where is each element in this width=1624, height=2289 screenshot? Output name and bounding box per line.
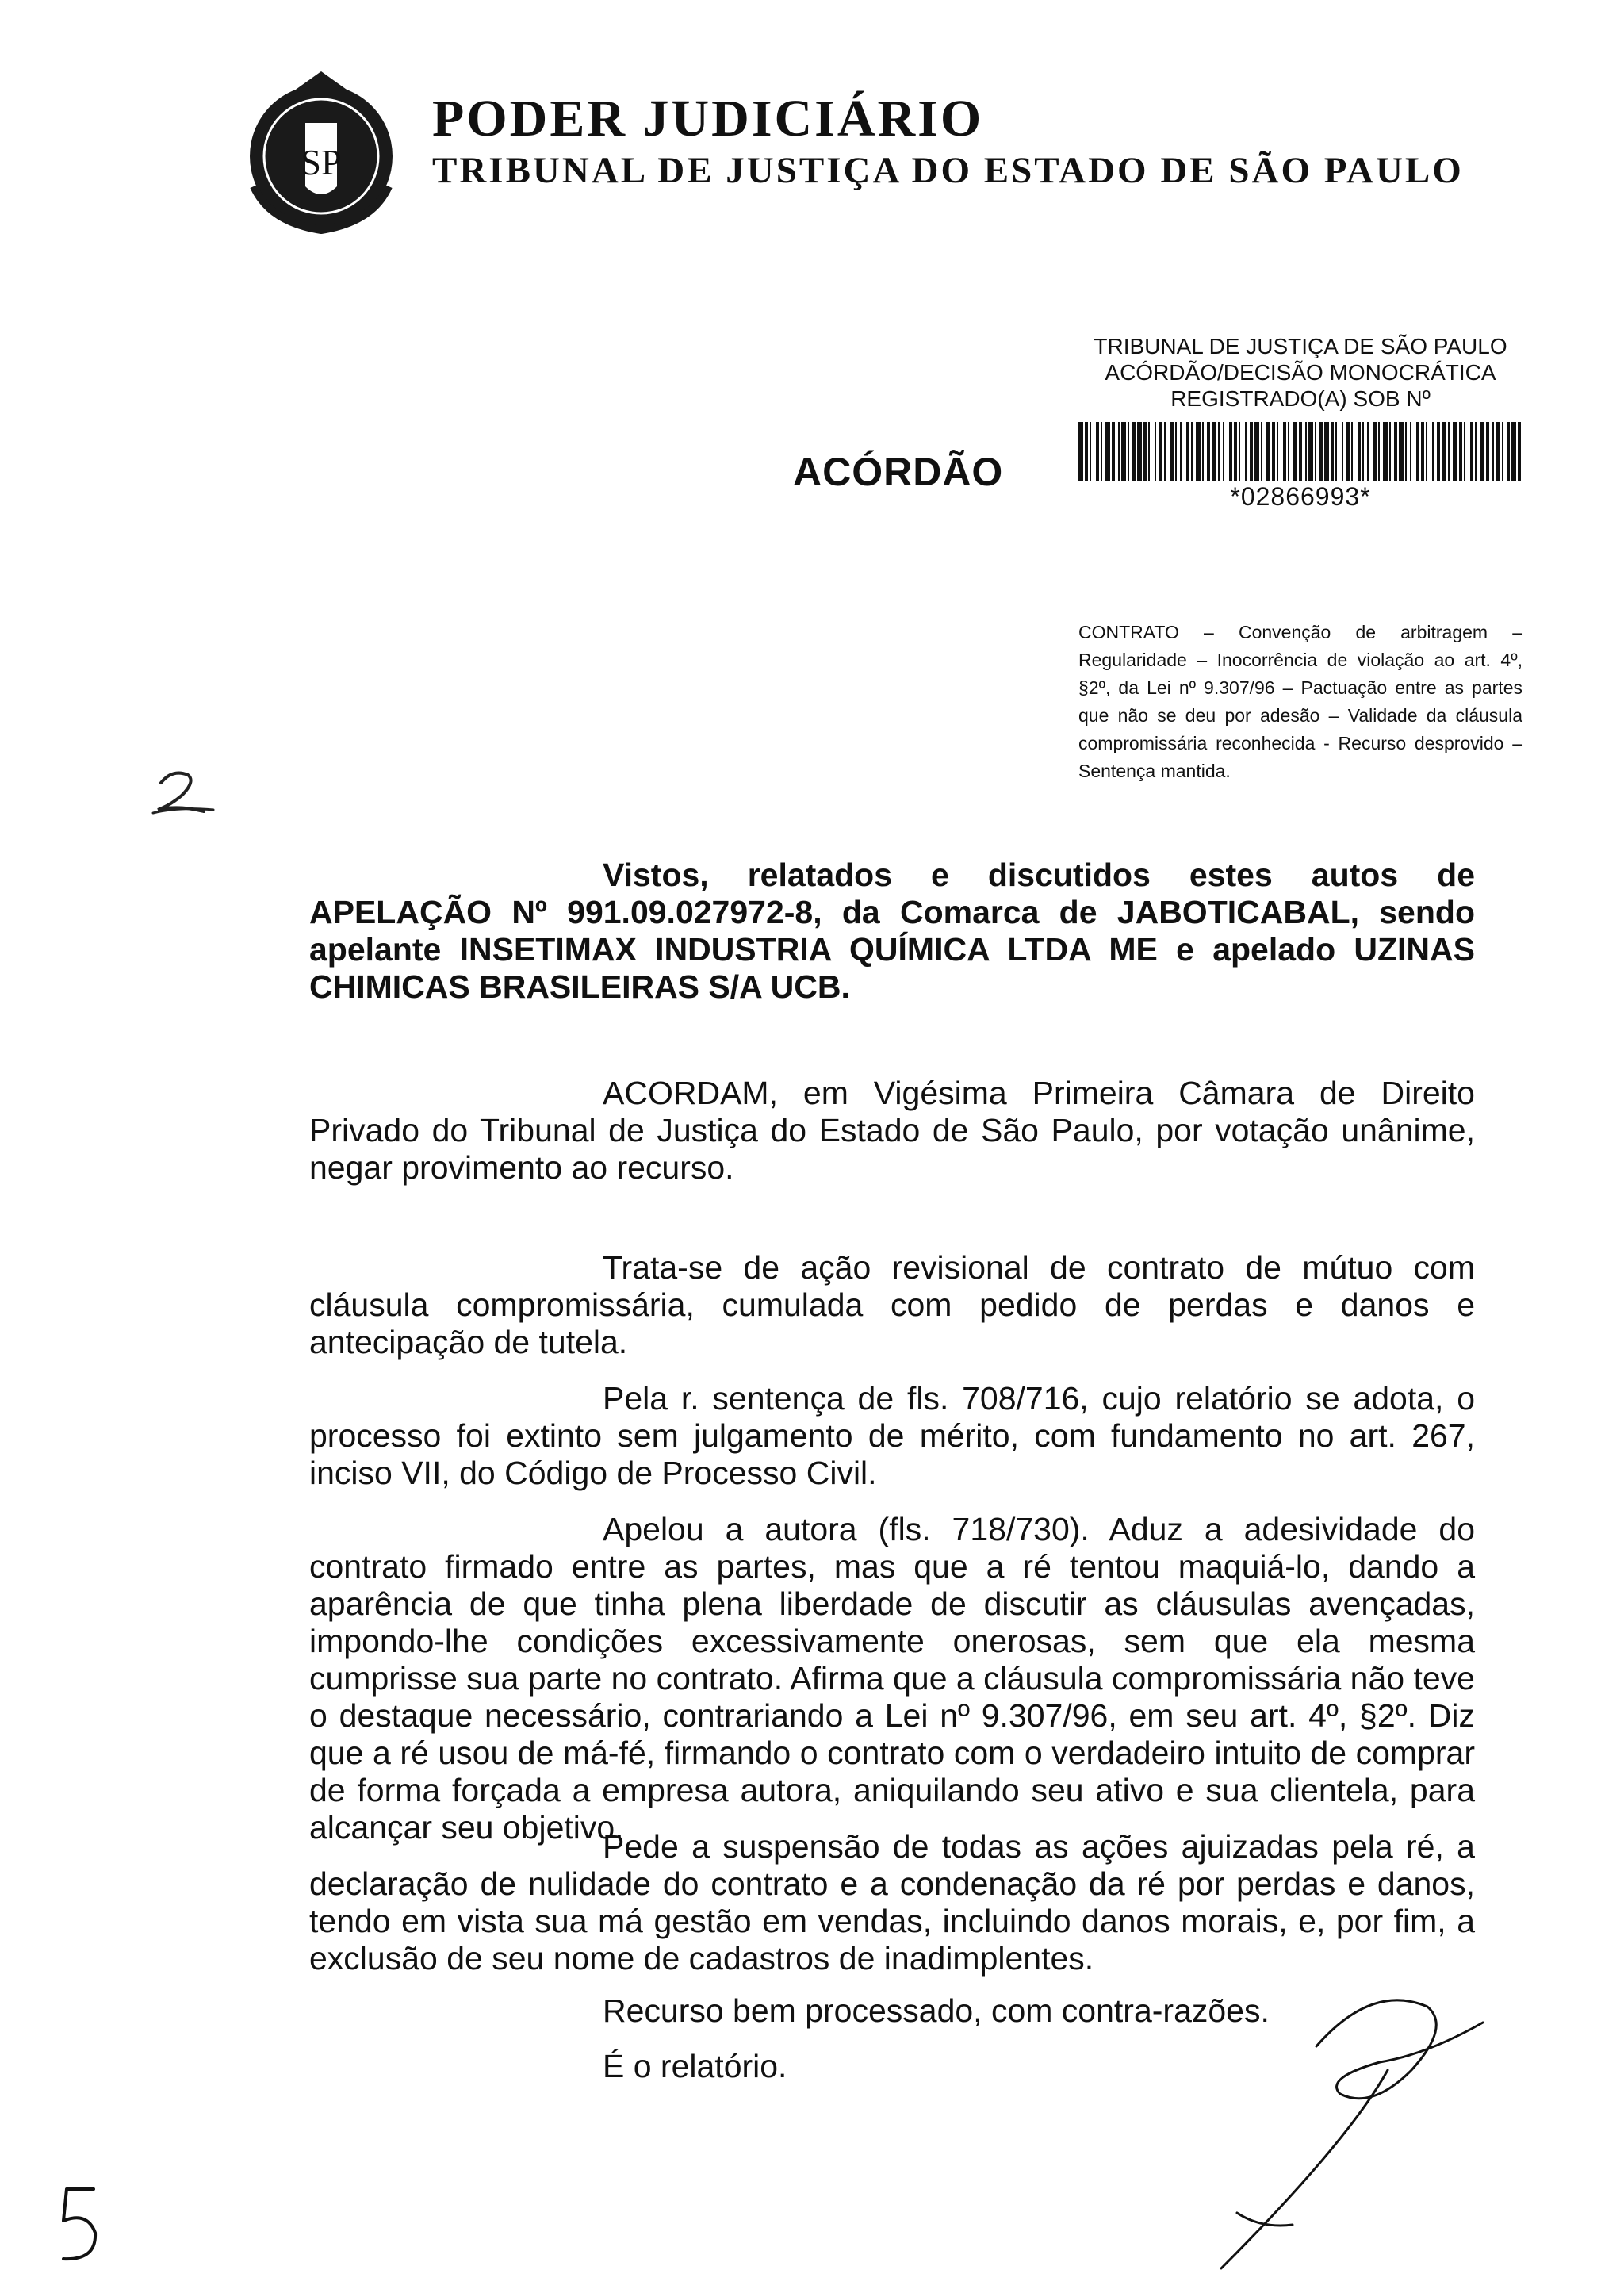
barcode-bar [1511,422,1516,481]
barcode-bar [1143,422,1147,481]
barcode-bar [1164,422,1166,481]
barcode-bar [1299,422,1302,481]
barcode-bar [1101,422,1102,481]
barcode-bar [1459,422,1462,481]
header-title: PODER JUDICIÁRIO [432,90,984,148]
barcode-bar [1159,422,1162,481]
barcode-bar [1105,422,1110,481]
barcode-bar [1148,422,1150,481]
barcode-bar [1432,422,1434,481]
registration-line-1: TRIBUNAL DE JUSTIÇA DE SÃO PAULO [1094,334,1507,358]
barcode-bar [1335,422,1337,481]
handwritten-mark [147,765,218,821]
barcode-bar [1288,422,1289,481]
barcode-bar [1405,422,1407,481]
barcode-bar [1351,422,1353,481]
acordam-text: ACORDAM, em Vigésima Primeira Câmara de Direito Privado do Tribunal de Justiça do Estado de São Paulo, por votação unânime, negar provimento ao recurso. [309,1075,1475,1186]
barcode-bar [1426,422,1427,481]
barcode-bar [1085,422,1088,481]
recurso-line: Recurso bem processado, com contra-razões. [603,1992,1270,2029]
barcode-bar [1283,422,1286,481]
barcode-bar [1121,422,1126,481]
barcode-bar [1254,422,1259,481]
pela-text: Pela r. sentença de fls. 708/716, cujo relatório se adota, o processo foi extinto sem julgamento de mérito, com fundamento no art. 267, inciso VII, do Código de Processo Civil. [309,1380,1475,1491]
barcode-bar [1272,422,1275,481]
barcode-bar [1383,422,1388,481]
paragraph-vistos [309,857,1475,1006]
barcode-bar [1180,422,1182,481]
vistos-text: Vistos, relatados e discutidos estes autos de APELAÇÃO Nº 991.09.027972-8, da Comarca de JABOTICABAL, sendo apelante INSETIMAX INDUSTRIA QUÍMICA LTDA ME e apelado UZINAS CHIMICAS BRASILEIRAS S/A UCB. [309,857,1475,1005]
barcode-bar [1132,422,1136,481]
barcode-bar [1421,422,1424,481]
barcode-bar [1362,422,1364,481]
barcode-bar [1437,422,1440,481]
barcode-bar [1475,422,1477,481]
coat-of-arms-seal [238,67,404,234]
barcode-bar [1293,422,1297,481]
barcode-bar [1207,422,1210,481]
barcode-bar [1261,422,1262,481]
barcode-bar [1399,422,1404,481]
registration-line-3: REGISTRADO(A) SOB Nº [1170,386,1431,411]
barcode-bar [1118,422,1120,481]
barcode-bar [1315,422,1316,481]
barcode-bar [1367,422,1369,481]
barcode-bar [1331,422,1334,481]
barcode-bar [1090,422,1091,481]
barcode-bar [1239,422,1240,481]
barcode-bar [1394,422,1397,481]
seal-letters: SP [301,142,342,182]
barcode-bar [1480,422,1484,481]
handwritten-signature [1189,1951,1522,2284]
barcode-bar [1218,422,1220,481]
paragraph-trata [309,1249,1475,1361]
pede-text: Pede a suspensão de todas as ações ajuizadas pela ré, a declaração de nulidade do contrato e a condenação da ré por perdas e danos, tendo em vista sua má gestão em vendas, incluindo danos morais, e, por fim, a exclusão de seu nome de cadastros de inadimplentes. [309,1828,1475,1977]
barcode-bar [1470,422,1473,481]
barcode-bar [1320,422,1323,481]
barcode-bar [1202,422,1204,481]
barcode-bar [1128,422,1129,481]
barcode-bar [1212,422,1216,481]
barcode-bar [1155,422,1156,481]
barcode-bar [1305,422,1307,481]
barcode-bar [1308,422,1313,481]
barcode-bar [1096,422,1099,481]
barcode-bar [1324,422,1329,481]
barcode [1078,422,1522,481]
barcode-bar [1250,422,1253,481]
trata-text: Trata-se de ação revisional de contrato de mútuo com cláusula compromissária, cumulada com pedido de perdas e danos e antecipação de tutela. [309,1249,1475,1360]
barcode-bar [1453,422,1457,481]
barcode-bar [1373,422,1377,481]
barcode-number: *02866993* [1230,482,1371,511]
paragraph-pela [309,1380,1475,1492]
barcode-bar [1223,422,1224,481]
paragraph-acordam [309,1075,1475,1187]
barcode-bar [1518,422,1521,481]
apelou-text: Apelou a autora (fls. 718/730). Aduz a adesividade do contrato firmado entre as partes, mas que a ré tentou maquiá-lo, dando a aparência de que tinha plena liberdade de discutir as cláusulas avençadas, impondo-lhe condições excessivamente onerosas, sem que ela mesma cumprisse sua parte no contrato. Afirma que a cláusula compromissária não teve o destaque necessário, contrariando a Lei nº 9.307/96, em seu art. 4º, §2º. Diz que a ré usou de má-fé, firmando o contrato com o verdadeiro intuito de comprar de forma forçada a empresa autora, aniquilando seu ativo e sua clientela, para alcançar seu objetivo. [309,1511,1475,1846]
barcode-bar [1492,422,1494,481]
barcode-bar [1464,422,1465,481]
barcode-bar [1196,422,1201,481]
barcode-bar [1170,422,1174,481]
barcode-bar [1266,422,1270,481]
handwritten-page-number [56,2181,103,2268]
barcode-bar [1346,422,1350,481]
barcode-bar [1112,422,1115,481]
barcode-bar [1191,422,1193,481]
registration-stamp [1078,333,1522,412]
relatorio-line: É o relatório. [603,2048,787,2084]
barcode-bar [1378,422,1380,481]
barcode-bar [1137,422,1142,481]
barcode-bar [1186,422,1189,481]
barcode-bar [1507,422,1510,481]
barcode-bar [1410,422,1411,481]
acordao-label: ACÓRDÃO [793,450,1004,494]
barcode-bar [1416,422,1419,481]
barcode-bar [1229,422,1232,481]
barcode-bar [1448,422,1450,481]
barcode-bar [1078,422,1083,481]
registration-line-2: ACÓRDÃO/DECISÃO MONOCRÁTICA [1105,360,1496,385]
barcode-bar [1358,422,1361,481]
barcode-bar [1442,422,1446,481]
barcode-bar [1342,422,1343,481]
barcode-bar [1245,422,1247,481]
barcode-bar [1486,422,1489,481]
barcode-bar [1234,422,1237,481]
header-subtitle: TRIBUNAL DE JUSTIÇA DO ESTADO DE SÃO PAULO [432,150,1464,191]
barcode-bar [1175,422,1177,481]
barcode-bar [1496,422,1500,481]
ementa-summary: CONTRATO – Convenção de arbitragem – Regularidade – Inocorrência de violação ao art. 4º, §2º, da Lei nº 9.307/96 – Pactuação entre as partes que não se deu por adesão – Validade da cláusula compromissária reconhecida - Recurso desprovido – Sentença mantida. [1078,622,1522,781]
barcode-bar [1502,422,1503,481]
paragraph-apelou [309,1511,1475,1846]
barcode-bar [1277,422,1278,481]
barcode-bar [1389,422,1391,481]
